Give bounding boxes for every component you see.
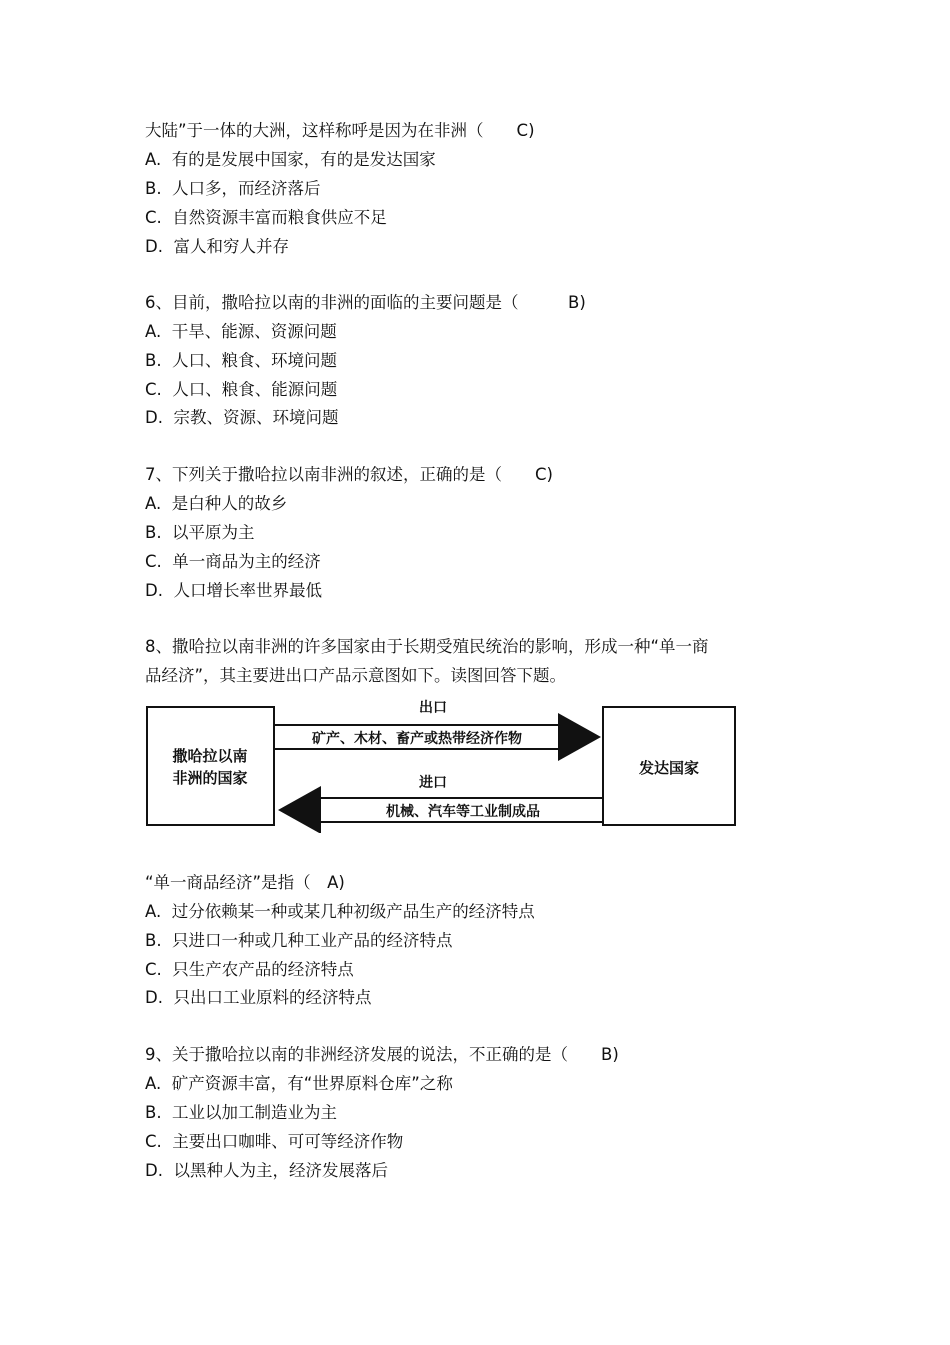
trade-diagram — [143, 695, 739, 833]
q9-option-d: D. 以黑种人为主，经济发展落后 — [145, 1161, 388, 1180]
q9-stem: 9、关于撒哈拉以南的非洲经济发展的说法，不正确的是（ B) — [145, 1045, 619, 1064]
left-box-label-line2: 非洲的国家 — [172, 769, 248, 787]
q8-sub-stem: “单一商品经济”是指（ A) — [145, 873, 345, 892]
q7-stem: 7、下列关于撒哈拉以南非洲的叙述，正确的是（ C) — [145, 465, 553, 484]
q7-option-b: B. 以平原为主 — [145, 523, 255, 542]
q8-option-b: B. 只进口一种或几种工业产品的经济特点 — [145, 931, 453, 950]
q9-option-a: A. 矿产资源丰富，有“世界原料仓库”之称 — [145, 1074, 453, 1093]
q8-option-c: C. 只生产农产品的经济特点 — [145, 960, 354, 979]
right-box-label: 发达国家 — [638, 759, 700, 777]
import-arrowhead — [278, 786, 321, 833]
q8-stem-line1: 8、撒哈拉以南非洲的许多国家由于长期受殖民统治的影响，形成一种“单一商 — [145, 637, 709, 656]
export-arrowhead — [558, 713, 601, 761]
q5-option-c: C. 自然资源丰富而粮食供应不足 — [145, 208, 387, 227]
q8-option-a: A. 过分依赖某一种或某几种初级产品生产的经济特点 — [145, 902, 535, 921]
import-label: 进口 — [419, 775, 447, 791]
q6-option-b: B. 人口、粮食、环境问题 — [145, 351, 338, 370]
q6-stem: 6、目前，撒哈拉以南的非洲的面临的主要问题是（ B) — [145, 293, 586, 312]
q6-option-d: D. 宗教、资源、环境问题 — [145, 408, 339, 427]
q6-option-c: C. 人口、粮食、能源问题 — [145, 380, 338, 399]
q5-option-d: D. 富人和穷人并存 — [145, 237, 289, 256]
q5-stem: 大陆”于一体的大洲，这样称呼是因为在非洲（ C) — [145, 121, 535, 140]
q7-option-a: A. 是白种人的故乡 — [145, 494, 288, 513]
q5-option-b: B. 人口多，而经济落后 — [145, 179, 321, 198]
left-box-label-line1: 撒哈拉以南 — [172, 747, 248, 765]
q6-option-a: A. 干旱、能源、资源问题 — [145, 322, 337, 341]
q8-stem-line2: 品经济”，其主要进出口产品示意图如下。读图回答下题。 — [145, 666, 567, 685]
q9-option-b: B. 工业以加工制造业为主 — [145, 1103, 338, 1122]
left-country-box — [147, 707, 274, 825]
q7-option-d: D. 人口增长率世界最低 — [145, 581, 322, 600]
q7-option-c: C. 单一商品为主的经济 — [145, 552, 321, 571]
export-label: 出口 — [419, 700, 447, 716]
import-goods-label: 机械、汽车等工业制成品 — [386, 804, 540, 820]
export-goods-label: 矿产、木材、畜产或热带经济作物 — [312, 731, 522, 747]
q5-option-a: A. 有的是发展中国家，有的是发达国家 — [145, 150, 436, 169]
q9-option-c: C. 主要出口咖啡、可可等经济作物 — [145, 1132, 404, 1151]
q8-option-d: D. 只出口工业原料的经济特点 — [145, 988, 372, 1007]
trade-diagram-svg — [143, 695, 739, 833]
